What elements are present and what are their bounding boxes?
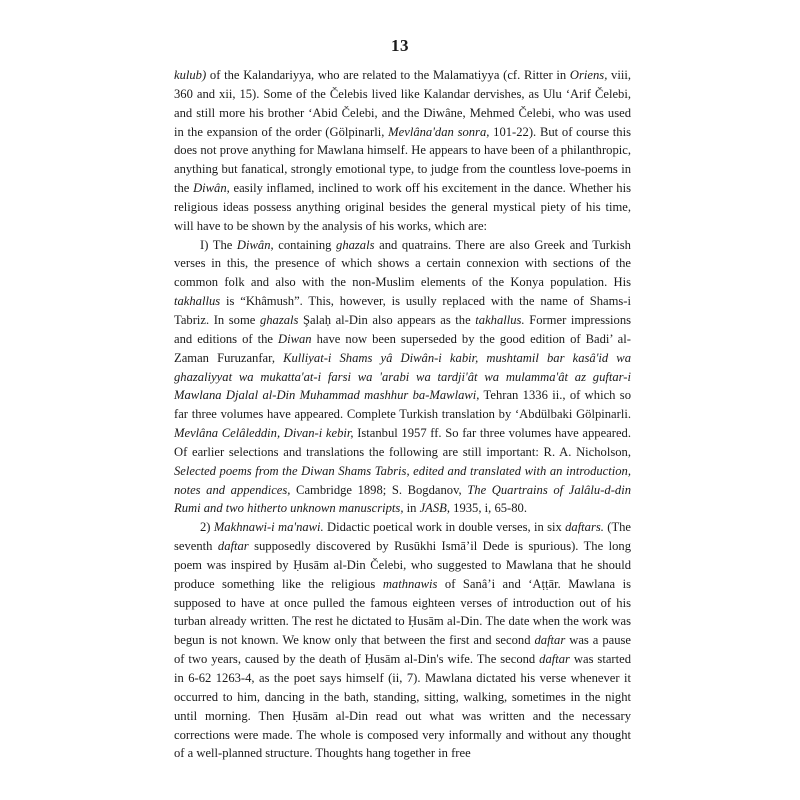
- italic-run: kulub): [174, 68, 207, 82]
- italic-run: daftar: [534, 633, 566, 648]
- text-run: Şalaḥ al-Din also appears as the: [298, 312, 476, 327]
- italic-run: Kulliyat-i Shams yâ Diwân-i kabir, mushtamil bar kasâ'id wa ghazaliyyat wa mukatta'at-i farsi wa 'arabi wa tardji'ât wa mulamma'ât az guftar-i Mawlana Djalal al-Din Muhammad mashhur ba-Mawlawi,: [174, 350, 632, 403]
- italic-run: Diwan: [278, 331, 312, 346]
- italic-run: Makhnawi-i ma'nawi.: [213, 520, 324, 535]
- text-run: in: [403, 501, 420, 516]
- text-run: 1935, i, 65-80.: [450, 501, 527, 516]
- italic-run: daftar: [539, 652, 570, 667]
- italic-run: Diwân,: [193, 181, 230, 196]
- text-run: was started in 6-62 1263-4, as the poet says himself (ii, 7). Mawlana dictated his verse whenever it occurred to him, dancing in the bath, standing, sitting, walking, sometimes in the night until morning. Then Ḥusām al-Din read out what was written and the necessary corrections were made. The whole is composed very informally and without any thought of a well-planned structure. Thoughts hang together in free: [174, 652, 631, 761]
- text-run: of Sanâ’i and ‘Aṭṭār. Mawlana is supposed to have at once pulled the famous eighteen verses of introduction out of his turban already written. The rest he dictated to Ḥusām al-Din. The date when the work was begun is not known. We know only that between the first and second: [174, 576, 631, 648]
- text-run: Tehran 1336 ii., of which so far three volumes have appeared. Complete Turkish translation by ‘Abdülbaki Gölpinarli.: [174, 388, 631, 422]
- paragraph: [174, 518, 631, 763]
- text-run: is “Khâmush”. This, however, is usully replaced with the name of Shams-i Tabriz. In some: [174, 294, 631, 327]
- italic-run: takhallus: [174, 294, 221, 309]
- text-run: Cambridge 1898; S. Bogdanov,: [290, 482, 468, 497]
- text-run: viii, 360 and xii, 15). Some of the Čelebis lived like Kalandar dervishes, as Ulu ‘Arif Čelebi, and still more his brother ‘Abid Čelebi, and the Diwâne, Mehmed Čelebi, who was used in the expansion of the order (Gölpinarli,: [174, 68, 632, 139]
- text-run: supposedly discovered by Rusūkhi Ismā’il Dede is spurious). The long poem was inspired by Ḥusām al-Din Čelebi, who suggested to Mawlana that he should produce something like the religious: [174, 539, 631, 591]
- italic-run: Mevlâna Celâleddin, Divan-i kebir,: [174, 426, 354, 441]
- text-run: Didactic poetical work in double verses, in six: [323, 520, 566, 535]
- italic-run: ghazals: [336, 237, 375, 252]
- paragraph: [174, 236, 631, 519]
- italic-run: daftar: [217, 539, 249, 554]
- text-run: containing: [273, 237, 337, 252]
- text-run: of the Kalandariyya, who are related to the Malamatiyya (cf. Ritter in: [206, 68, 570, 82]
- italic-run: mathnawis: [382, 576, 438, 591]
- text-run: (The seventh: [174, 520, 632, 554]
- text-run: I) The: [200, 237, 237, 252]
- italic-run: takhallus.: [475, 312, 525, 327]
- italic-run: The Quartrains of Jalâlu-d-din Rumi and two hitherto unknown manuscripts,: [174, 482, 631, 516]
- italic-run: Mevlâna'dan sonra,: [388, 124, 490, 139]
- italic-run: daftars.: [565, 520, 604, 535]
- italic-run: JASB,: [419, 501, 451, 516]
- italic-run: ghazals: [259, 312, 299, 327]
- page-number: 13: [391, 36, 409, 55]
- body-text: [174, 66, 631, 763]
- italic-run: Oriens,: [569, 68, 608, 82]
- text-run: and quatrains. There are also Greek and Turkish verses in this, the presence of which shows a certain connexion with sections of the common folk and also with the non-Muslim elements of the Konya population. His: [174, 237, 631, 290]
- text-run: easily inflamed, inclined to work off his excitement in the dance. Whether his religious ideas possess anything original besides the general mystical piety of his time, will have to be shown by the analysis of his works, which are:: [174, 181, 631, 233]
- text-run: Istanbul 1957 ff. So far three volumes have appeared. Of earlier selections and translations the following are still important: R. A. Nicholson,: [174, 426, 631, 459]
- text-run: 2): [200, 520, 214, 535]
- italic-run: Selected poems from the Diwan Shams Tabris, edited and translated with an introduction, notes and appendices,: [174, 463, 631, 497]
- text-run: Former impressions and editions of the: [174, 312, 632, 346]
- paragraph: [174, 66, 631, 236]
- text-run: have now been superseded by the good edition of Badi’ al-Zaman Furuzanfar,: [174, 331, 631, 365]
- text-run: was a pause of two years, caused by the death of Ḥusām al-Din's wife. The second: [174, 633, 631, 667]
- italic-run: Diwân,: [236, 237, 274, 252]
- text-run: 101-22). But of course this does not prove anything for Mawlana himself. He appears to have been of a philanthropic, anything but fanatical, strongly emotional type, to judge from the countless love-poems in the: [174, 124, 631, 196]
